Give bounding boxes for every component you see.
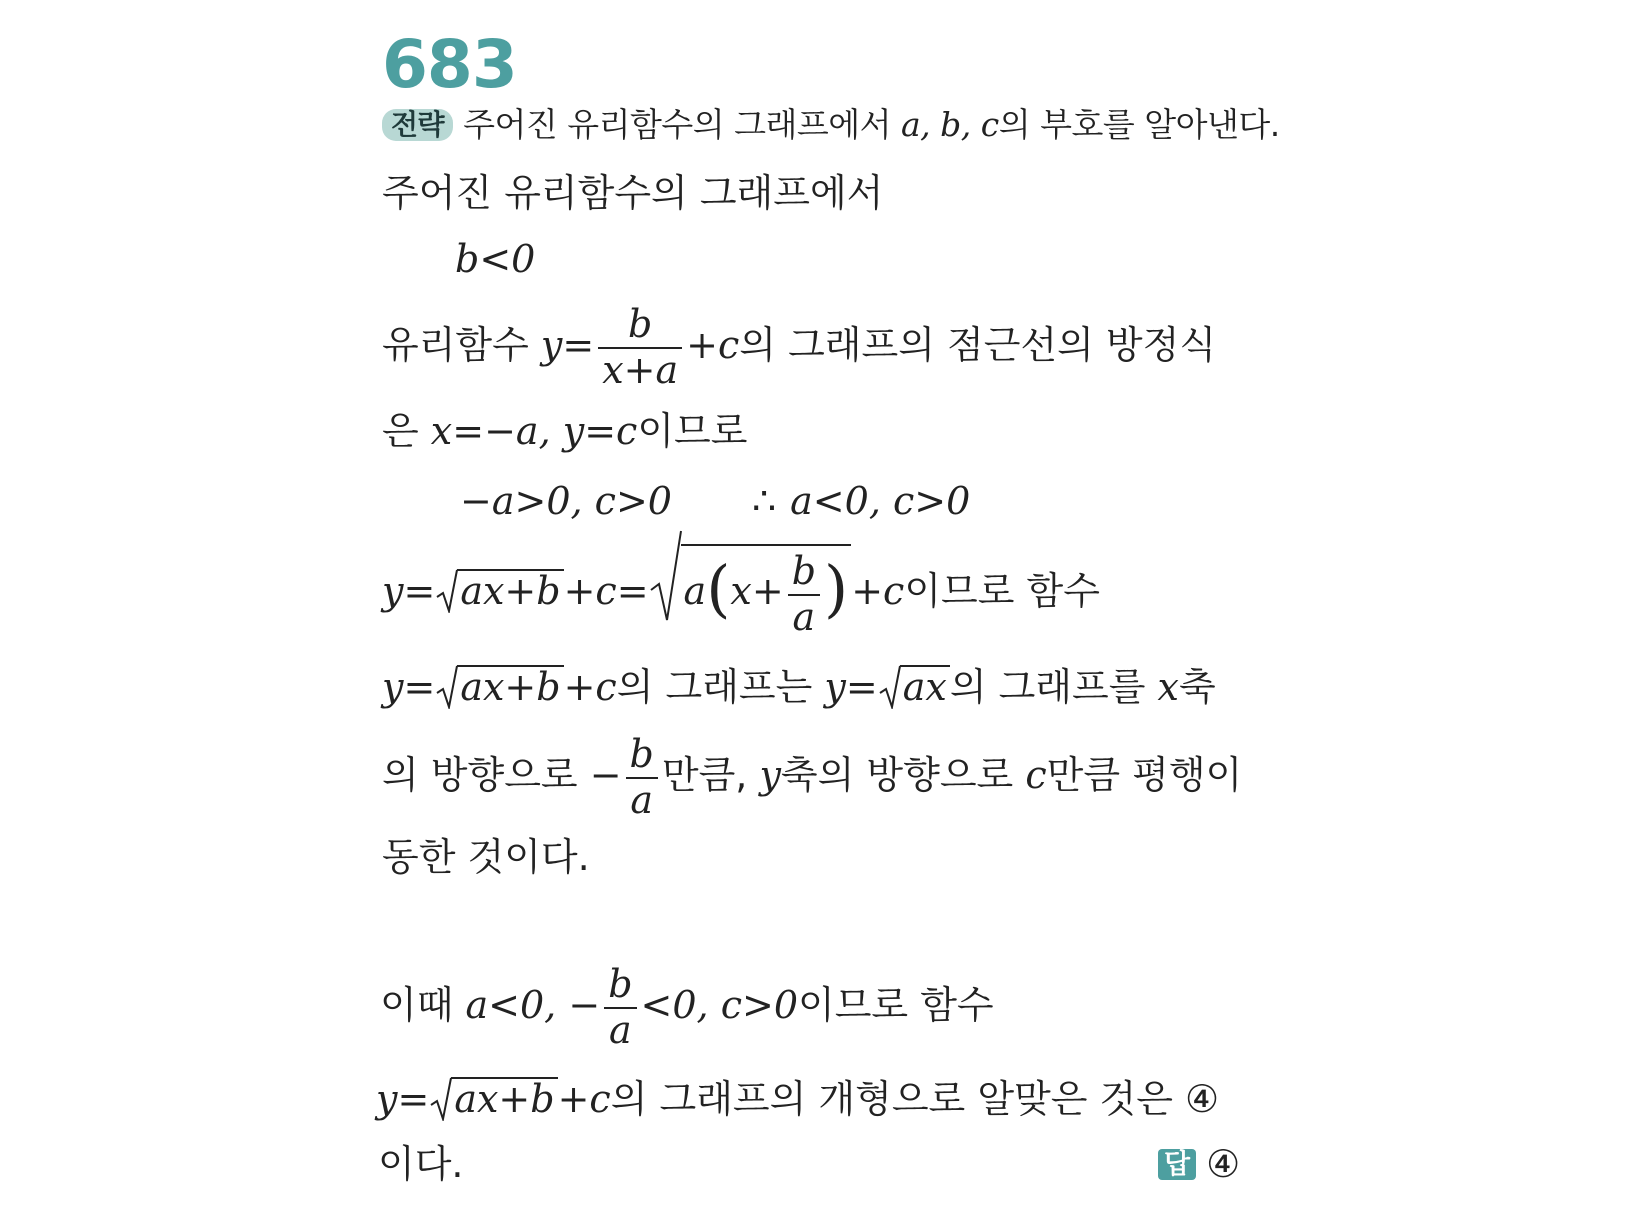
line-4-math: x=−a, y=c (430, 409, 638, 453)
line-3-numerator: b (628, 302, 653, 346)
radical-sign-icon (429, 1077, 453, 1121)
line-6-fraction (788, 550, 820, 639)
line-8-minus: − (589, 753, 622, 798)
line-7-y2: y= (824, 665, 878, 709)
line-6-numerator: b (791, 549, 817, 593)
left-paren: ( (706, 552, 731, 626)
sqrt-ax-plus-b-3 (429, 1077, 557, 1121)
line-3 (382, 303, 1216, 392)
strategy-text-2: 의 부호를 알아낸다. (998, 105, 1280, 144)
line-6-denominator: a (788, 594, 820, 640)
line-3-y: y= (540, 323, 595, 368)
therefore-symbol: ∴ (751, 479, 777, 523)
radical-sign-icon (435, 665, 459, 709)
line-7-t1: 의 그래프는 (616, 665, 825, 709)
line-4-pre: 은 (382, 409, 431, 453)
line-6-c: +c (851, 569, 905, 614)
line-12: 이다. (378, 1142, 464, 1186)
line-10-m2: <0, c>0 (640, 983, 798, 1028)
problem-number: 683 (382, 26, 517, 103)
strategy-line (382, 105, 1280, 144)
strategy-badge: 전략 (382, 109, 453, 141)
line-8-denominator: a (626, 777, 658, 823)
line-8-t4: 만큼 평행이 (1046, 753, 1243, 798)
factor-a: a (683, 569, 707, 614)
line-2: b<0 (455, 237, 536, 281)
answer-badge: 답 (1158, 1149, 1196, 1180)
line-3-post: 의 그래프의 점근선의 방정식 (739, 323, 1217, 368)
line-8-fraction (626, 733, 658, 822)
line-10-t1: 이때 (380, 983, 466, 1028)
radicand: ax+b (451, 1077, 557, 1121)
answer (1158, 1142, 1241, 1186)
radical-sign-large-icon (649, 530, 683, 622)
right-paren: ) (824, 552, 849, 626)
line-4-post: 이므로 (637, 409, 748, 453)
line-7-c: +c (563, 665, 617, 709)
line-3-denominator: x+a (598, 347, 682, 393)
line-6 (382, 544, 1100, 639)
line-3-fraction (598, 303, 682, 392)
line-3-pre: 유리함수 (382, 323, 541, 368)
line-3-c: +c (686, 323, 740, 368)
line-6-mid: +c= (563, 569, 649, 614)
line-4 (382, 409, 748, 453)
answer-value: ④ (1206, 1142, 1241, 1186)
radical-sign-icon (878, 665, 902, 709)
radicand: ax+b (457, 569, 563, 613)
sqrt-ax-plus-b-2 (435, 665, 563, 709)
line-8-t1: 의 방향으로 (382, 753, 590, 798)
line-11-y: y= (376, 1077, 430, 1121)
line-8 (382, 733, 1242, 822)
line-8-c: c (1025, 753, 1047, 798)
line-7-x: x (1157, 665, 1179, 709)
line-10-denominator: a (604, 1007, 636, 1053)
line-7-t3: 축 (1178, 665, 1216, 709)
line-5 (460, 479, 971, 523)
line-7-y: y= (382, 665, 436, 709)
sqrt-ax-plus-b (435, 569, 563, 613)
line-8-y: y (759, 753, 781, 798)
factor-x: x+ (730, 569, 784, 614)
line-6-y: y= (382, 569, 436, 614)
sqrt-ax (878, 665, 950, 709)
line-6-post: 이므로 함수 (904, 569, 1100, 614)
sqrt-factored (649, 544, 852, 639)
line-5-left: −a>0, c>0 (460, 479, 672, 523)
line-9: 동한 것이다. (382, 835, 590, 879)
line-8-t2: 만큼, (661, 753, 760, 798)
line-11-c: +c (557, 1077, 611, 1121)
line-8-numerator: b (629, 732, 654, 776)
line-10-t2: 이므로 함수 (798, 983, 994, 1028)
strategy-text-1: 주어진 유리함수의 그래프에서 (463, 105, 901, 144)
line-11-t: 의 그래프의 개형으로 알맞은 것은 (610, 1077, 1186, 1121)
line-11 (376, 1077, 1219, 1121)
line-10 (380, 963, 994, 1052)
line-7 (382, 665, 1216, 709)
radicand: ax (900, 665, 950, 709)
line-10-numerator: b (608, 962, 633, 1006)
line-8-t3: 축의 방향으로 (780, 753, 1026, 798)
radicand: ax+b (457, 665, 563, 709)
line-7-t2: 의 그래프를 (949, 665, 1158, 709)
line-1: 주어진 유리함수의 그래프에서 (382, 171, 884, 215)
radical-sign-icon (435, 569, 459, 613)
strategy-vars: a, b, c (901, 105, 999, 144)
factored-radicand (681, 544, 852, 639)
line-10-minus: − (568, 983, 601, 1028)
line-5-right: a<0, c>0 (790, 479, 971, 523)
line-10-m1: a<0, (465, 983, 569, 1028)
line-10-fraction (604, 963, 636, 1052)
circled-four: ④ (1185, 1077, 1220, 1121)
